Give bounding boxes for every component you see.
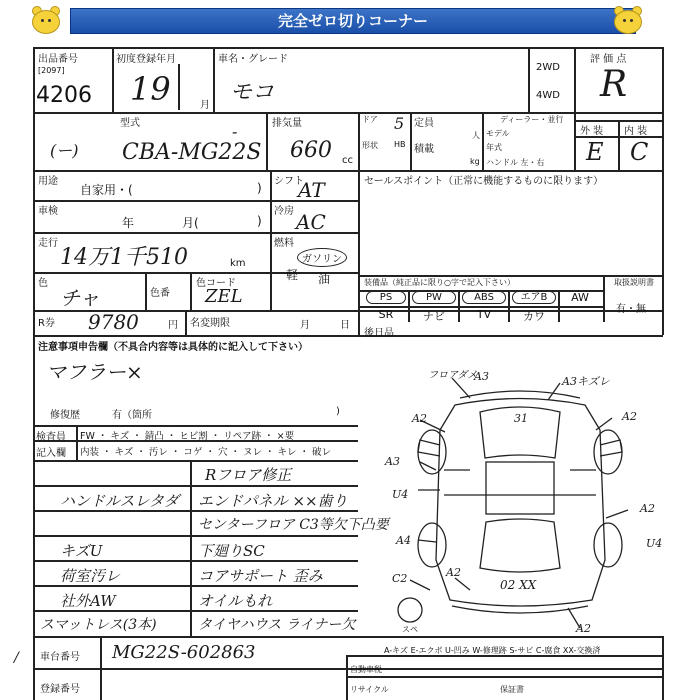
inspection-month: 月( [182, 216, 199, 230]
first-reg-label: 初度登録年月 [116, 54, 176, 65]
model-value: CBA-MG22S [122, 140, 262, 165]
inspector-row2: 内装 ・ キズ ・ 汚レ ・ コゲ ・ 穴 ・ ヌレ ・ キレ ・ 破レ [80, 447, 331, 458]
diagram-mark-13: 02 XX [500, 578, 537, 592]
diagram-mark-1: A3 [474, 370, 489, 383]
recycle-value: 9780 [88, 310, 139, 334]
remark-left-1: ハンドルスレタダ [60, 492, 179, 510]
displacement-label: 排気量 [272, 118, 302, 129]
equip-navi: ナビ [423, 310, 445, 323]
remark-left-4: 荷室汚レ [60, 567, 121, 585]
lot-number: 4206 [36, 83, 92, 108]
header-title: 完全ゼロ切りコーナー [70, 8, 636, 34]
dealer-handle: ハンドル 左・右 [486, 158, 545, 167]
mileage-label: 走行 [38, 238, 58, 249]
auction-sheet: 出品番号 [2097] 4206 初度登録年月 19 月 車名・グレード モコ 2WD 4WD 評 価 点 R 型式 (ー) - CBA-MG22S 排気量 660 cc ドア 5 形状 HB 定員 人 積載 kg ディーラー・並行 モデル 年式 ハンドル 左・右 外 装 内 装 E C 用途 自家用・( ) シフト AT セールスポイント（正常に機能するものに限ります） 車検 年 月( ) 冷房 AC 走行 14万1千510 km 燃料 ガソリン 軽 油 色 チャ 色番 色コード ZEL 装備品（純正品に限り○字で記入下さい） 取扱説明書 PS PW ABS エアB AW SR ナビ TV カワ 有・無 R券 9780 円 名変期限 月 日 後日品 注意事項申告欄（不具合内容等は具体的に記入して下さい） マフラー× 修復歴 有（箇所 ) 検査員 FW ・ キズ ・ 錆凸 ・ ヒビ割 ・ リペア跡 ・ ×要 記入欄 内装 ・ キズ ・ 汚レ ・ コゲ ・ 穴 ・ ヌレ ・ キレ ・ 破レ Rフロア修正 ハンドルスレタダ エンドパネル ××歯り センターフロア C3等欠下凸要 キズU 下廻りSC 荷室汚レ コアサポート 歪み 社外AW オイルもれ スマットレス(3本) タイヤハウス ライナー欠 フロアダメ A3 A3キズレ A2 A2 31 A3 U4 A2 A4 U4 C2 A2 02 XX A2 スペ A-キズ E-エクボ U-凹み W-修理跡 S-サビ C-腐食 XX-交換済 車台番号 MG22S-602863 / 登録番号 自動車税 リサイクル 保証書 [0, 0, 700, 700]
displacement-unit: cc [342, 155, 353, 166]
remark-right-5: オイルもれ [198, 592, 273, 610]
color-code-value: ZEL [205, 286, 243, 307]
usage-label: 用途 [38, 176, 58, 187]
diagram-mark-7: U4 [392, 488, 409, 501]
dealer-label: ディーラー・並行 [500, 115, 564, 124]
remark-right-2: センターフロア C3等欠下凸要 [198, 517, 389, 533]
equip-leather: カワ [523, 310, 545, 323]
ac-label: 冷房 [274, 206, 294, 217]
remark-left-3: キズU [60, 542, 103, 560]
mileage-value: 14万1千510 [60, 245, 188, 270]
diagram-mark-14: A2 [576, 622, 591, 635]
first-reg-month: 月 [200, 100, 210, 111]
diagram-mark-15: スペ [402, 625, 418, 634]
ext-label: 外 装 [580, 126, 604, 137]
diagram-mark-6: A3 [385, 455, 400, 468]
fuel-label: 燃料 [274, 238, 294, 249]
equip-ps: PS [366, 291, 406, 304]
reg-number-label: 登録番号 [40, 684, 80, 695]
int-label: 内 装 [624, 126, 648, 137]
equip-airbag: エアB [512, 291, 556, 304]
ac-value: AC [296, 210, 326, 234]
history-label: 後日品 [364, 328, 394, 339]
color-code-label: 色コード [196, 278, 236, 289]
int-value: C [630, 138, 649, 166]
color-num-label: 色番 [150, 288, 170, 299]
lot-sub: [2097] [38, 66, 65, 75]
diagram-mark-9: A4 [396, 534, 411, 547]
notes-label: 注意事項申告欄（不具合内容等は具体的に記入して下さい） [38, 342, 308, 353]
fuel-light: 軽 [286, 268, 299, 282]
doors-value: 5 [394, 114, 405, 133]
chassis-value: MG22S-602863 [112, 642, 256, 663]
chassis-label: 車台番号 [40, 652, 80, 663]
capacity-label: 定員 [414, 118, 434, 129]
name-change-day: 日 [340, 320, 350, 331]
model-paren: (ー) [50, 141, 79, 160]
model-dash: - [232, 122, 238, 141]
sales-point-label: セールスポイント（正常に機能するものに限ります） [364, 176, 604, 187]
name-change-label: 名変期限 [190, 318, 230, 329]
score-value: R [600, 64, 628, 105]
bottom-field-a: 自動車税 [350, 665, 382, 674]
repair-label: 修復歴 [50, 410, 80, 421]
displacement-value: 660 [290, 138, 332, 163]
inspector-row1: FW ・ キズ ・ 錆凸 ・ ヒビ割 ・ リペア跡 ・ ×要 [80, 431, 295, 442]
inspection-year: 年 [122, 216, 135, 230]
diagram-mark-10: U4 [646, 537, 663, 550]
inspection-label: 車検 [38, 206, 58, 217]
inspector-label: 検査員 [36, 432, 66, 443]
recycle-label: R券 [38, 318, 55, 329]
equip-abs: ABS [462, 291, 506, 304]
name-change-month: 月 [300, 320, 310, 331]
doors-label: ドア [362, 115, 378, 124]
diagram-mark-8: A2 [640, 502, 655, 515]
repair-value: 有（箇所 [112, 410, 152, 421]
drive-2wd: 2WD [536, 62, 560, 73]
fuel-gas: ガソリン [297, 248, 347, 267]
remark-right-0: Rフロア修正 [205, 466, 292, 484]
first-reg-year: 19 [130, 70, 171, 108]
remark-right-6: タイヤハウス ライナー欠 [198, 617, 356, 633]
notes-value: マフラー× [46, 360, 143, 384]
equip-tv: TV [476, 308, 492, 321]
car-name-value: モコ [230, 80, 275, 105]
model-label: 型式 [120, 118, 140, 129]
bottom-field-c: 保証書 [500, 685, 524, 694]
spare-label: 取扱説明書 [614, 278, 654, 287]
legend: A-キズ E-エクボ U-凹み W-修理跡 S-サビ C-腐食 XX-交換済 [384, 646, 601, 655]
shape-label: 形状 [362, 141, 378, 150]
dealer-year: 年式 [486, 143, 502, 152]
equip-pw: PW [412, 291, 456, 304]
car-name-label: 車名・グレード [218, 54, 288, 65]
fuel-oil: 油 [318, 272, 331, 286]
bottom-field-b: リサイクル [350, 685, 389, 694]
lot-label: 出品番号 [38, 54, 78, 65]
spare-value: 有・無 [616, 304, 646, 315]
inspection-close: ) [257, 214, 262, 228]
mileage-unit: km [230, 258, 246, 269]
diagram-mark-4: A2 [622, 410, 637, 423]
diagram-mark-5: 31 [514, 412, 528, 425]
equip-sr: SR [378, 308, 394, 321]
remark-left-6: スマットレス(3本) [40, 617, 157, 633]
equip-aw: AW [571, 291, 589, 304]
color-value: チャ [60, 286, 100, 310]
usage-close: ) [257, 181, 262, 195]
score-label: 評 価 点 [590, 54, 627, 65]
shape-value: HB [394, 140, 406, 149]
load-label: 積載 [414, 144, 434, 155]
load-unit: kg [470, 157, 480, 166]
remark-right-3: 下廻りSC [198, 542, 265, 560]
equipment-label: 装備品（純正品に限り○字で記入下さい） [364, 278, 515, 287]
recycle-unit: 円 [168, 320, 178, 331]
usage-value: 自家用・( [80, 183, 133, 197]
diagram-mark-0: フロアダメ [428, 370, 478, 381]
ext-value: E [586, 138, 604, 166]
capacity-unit: 人 [472, 131, 480, 140]
diagram-mark-12: A2 [446, 566, 461, 579]
shift-value: AT [298, 178, 325, 202]
shift-label: シフト [274, 176, 304, 187]
drive-4wd: 4WD [536, 90, 560, 101]
diagram-mark-11: C2 [392, 572, 408, 585]
inspector-row2-label: 記入欄 [36, 448, 66, 459]
diagram-mark-2: A3キズレ [562, 375, 610, 388]
dealer-model: モデル [486, 129, 510, 138]
remark-right-1: エンドパネル ××歯り [198, 492, 348, 510]
remark-left-5: 社外AW [60, 592, 116, 610]
repair-close: ) [336, 406, 340, 417]
diagram-mark-3: A2 [412, 412, 427, 425]
color-label: 色 [38, 278, 48, 289]
remark-right-4: コアサポート 歪み [198, 567, 323, 585]
